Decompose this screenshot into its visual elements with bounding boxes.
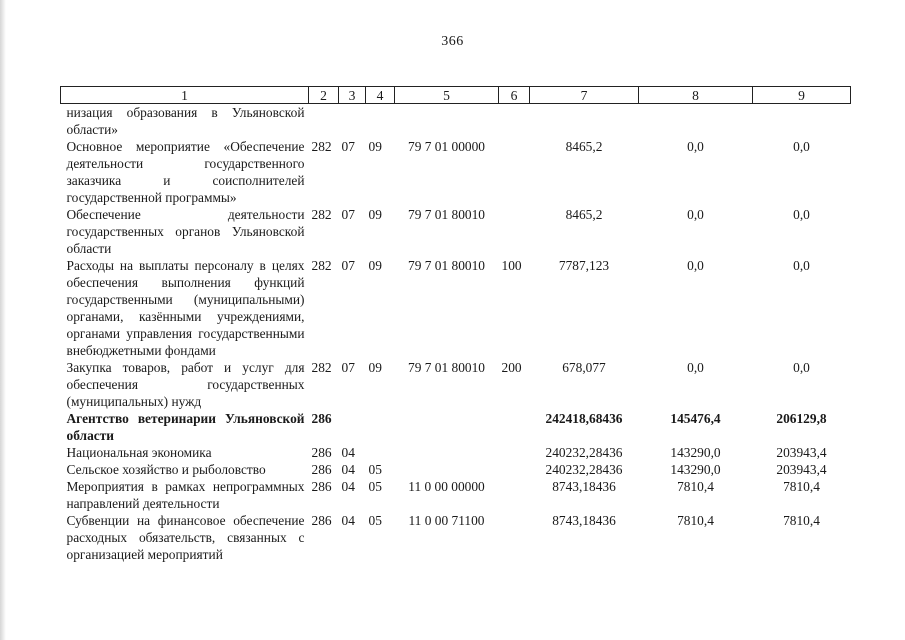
row-expense-type	[499, 444, 530, 461]
page-number: 366	[441, 34, 464, 49]
row-target-article: 79 7 01 80010	[408, 207, 485, 222]
row-target-article: 11 0 00 00000	[408, 479, 485, 494]
row-amount-col9: 0,0	[793, 139, 810, 154]
row-name: Основное мероприятие «Обеспечение деятельности государственного заказчика и соисполнителей государственной программы»	[66, 139, 305, 205]
row-amount-col8: 145476,4	[670, 411, 721, 426]
row-subsection: 09	[368, 360, 382, 375]
row-target-article: 79 7 01 80010	[408, 258, 485, 273]
row-target-article	[395, 444, 499, 461]
row-amount-col7: 240232,28436	[545, 445, 623, 460]
row-amount-col9: 203943,4	[776, 462, 827, 477]
row-expense-type	[499, 206, 530, 257]
row-amount-col9: 203943,4	[776, 445, 827, 460]
row-amount-col9	[753, 104, 851, 139]
table-row	[61, 104, 851, 139]
row-amount-col7: 242418,68436	[545, 411, 623, 426]
row-amount-col8: 0,0	[687, 139, 704, 154]
row-expense-type	[499, 410, 530, 444]
row-amount-col7: 8465,2	[565, 207, 603, 222]
row-expense-type: 200	[501, 360, 522, 375]
row-amount-col8	[639, 104, 753, 139]
header-col-2: 2	[309, 87, 339, 104]
row-amount-col9: 206129,8	[776, 411, 827, 426]
header-col-3: 3	[339, 87, 366, 104]
row-name: Обеспечение деятельности государственных органов Ульяновской области	[66, 207, 305, 256]
row-admin-code: 286	[311, 513, 332, 528]
row-subsection: 05	[368, 479, 382, 494]
row-amount-col8: 143290,0	[670, 445, 721, 460]
row-subsection: 09	[368, 258, 382, 273]
row-amount-col8: 7810,4	[677, 479, 714, 494]
row-admin-code	[309, 104, 339, 139]
table-row	[61, 359, 851, 410]
row-section: 04	[341, 445, 355, 460]
row-section	[339, 104, 366, 139]
row-section: 07	[341, 258, 355, 273]
row-section: 07	[341, 360, 355, 375]
header-col-4: 4	[366, 87, 395, 104]
row-admin-code: 286	[311, 479, 332, 494]
row-section: 04	[341, 479, 355, 494]
row-name: Расходы на выплаты персоналу в целях обеспечения выполнения функций государственными (муниципальными) органами, казёнными учреждениями, органами управления государственными внебюджетными фондами	[66, 258, 305, 358]
row-amount-col7: 8743,18436	[552, 479, 616, 494]
row-name: Сельское хозяйство и рыболовство	[66, 462, 266, 477]
row-subsection	[366, 104, 395, 139]
row-section: 04	[341, 513, 355, 528]
row-name: Мероприятия в рамках непрограммных направлений деятельности	[66, 479, 305, 511]
row-name: Национальная экономика	[66, 445, 212, 460]
row-subsection	[366, 444, 395, 461]
header-col-1: 1	[61, 87, 309, 104]
row-amount-col7: 7787,123	[558, 258, 610, 273]
row-amount-col8: 0,0	[687, 360, 704, 375]
row-admin-code: 282	[311, 139, 332, 154]
header-col-8: 8	[639, 87, 753, 104]
row-amount-col8: 143290,0	[670, 462, 721, 477]
row-amount-col8: 0,0	[687, 258, 704, 273]
row-name: низация образования в Ульяновской области»	[66, 105, 305, 137]
header-col-6: 6	[499, 87, 530, 104]
row-amount-col9: 0,0	[793, 258, 810, 273]
row-target-article	[395, 104, 499, 139]
table-row	[61, 138, 851, 206]
row-admin-code: 282	[311, 258, 332, 273]
row-expense-type	[499, 478, 530, 512]
row-section: 07	[341, 139, 355, 154]
row-target-article: 79 7 01 80010	[408, 360, 485, 375]
row-target-article	[395, 410, 499, 444]
table-row	[61, 478, 851, 512]
table-header	[61, 87, 851, 104]
row-subsection: 09	[368, 139, 382, 154]
row-amount-col7: 240232,28436	[545, 462, 623, 477]
row-amount-col8: 7810,4	[677, 513, 714, 528]
row-admin-code: 286	[311, 462, 332, 477]
row-amount-col9: 7810,4	[783, 479, 820, 494]
header-col-7: 7	[530, 87, 639, 104]
row-amount-col7	[530, 104, 639, 139]
row-section	[339, 410, 366, 444]
row-amount-col9: 0,0	[793, 360, 810, 375]
row-amount-col7: 8743,18436	[552, 513, 616, 528]
scan-edge-shadow	[0, 0, 6, 640]
table-row	[61, 257, 851, 359]
header-row	[61, 87, 851, 104]
row-admin-code: 282	[311, 207, 332, 222]
header-col-5: 5	[395, 87, 499, 104]
row-expense-type	[499, 461, 530, 478]
row-subsection	[366, 410, 395, 444]
row-amount-col9: 0,0	[793, 207, 810, 222]
table-row	[61, 512, 851, 563]
row-name: Закупка товаров, работ и услуг для обеспечения государственных (муниципальных) нужд	[66, 360, 305, 409]
header-col-9: 9	[753, 87, 851, 104]
row-section: 07	[341, 207, 355, 222]
row-amount-col8: 0,0	[687, 207, 704, 222]
row-subsection: 05	[368, 513, 382, 528]
row-target-article	[395, 461, 499, 478]
table-row	[61, 410, 851, 444]
row-admin-code: 286	[311, 445, 332, 460]
row-target-article: 79 7 01 00000	[408, 139, 485, 154]
table-row	[61, 206, 851, 257]
row-expense-type: 100	[501, 258, 522, 273]
row-subsection: 09	[368, 207, 382, 222]
row-expense-type	[499, 138, 530, 206]
row-subsection: 05	[368, 462, 382, 477]
table-row	[61, 461, 851, 478]
row-expense-type	[499, 104, 530, 139]
row-target-article: 11 0 00 71100	[408, 513, 485, 528]
row-name: Агентство ветеринарии Ульяновской области	[66, 411, 305, 443]
row-name: Субвенции на финансовое обеспечение расходных обязательств, связанных с организацией мероприятий	[66, 513, 305, 562]
row-amount-col7: 8465,2	[565, 139, 603, 154]
row-admin-code: 282	[311, 360, 332, 375]
row-amount-col9: 7810,4	[783, 513, 820, 528]
table-row	[61, 444, 851, 461]
table-body	[61, 104, 851, 564]
budget-table	[60, 86, 851, 563]
row-section: 04	[341, 462, 355, 477]
row-admin-code: 286	[311, 411, 332, 426]
row-expense-type	[499, 512, 530, 563]
row-amount-col7: 678,077	[562, 360, 606, 375]
